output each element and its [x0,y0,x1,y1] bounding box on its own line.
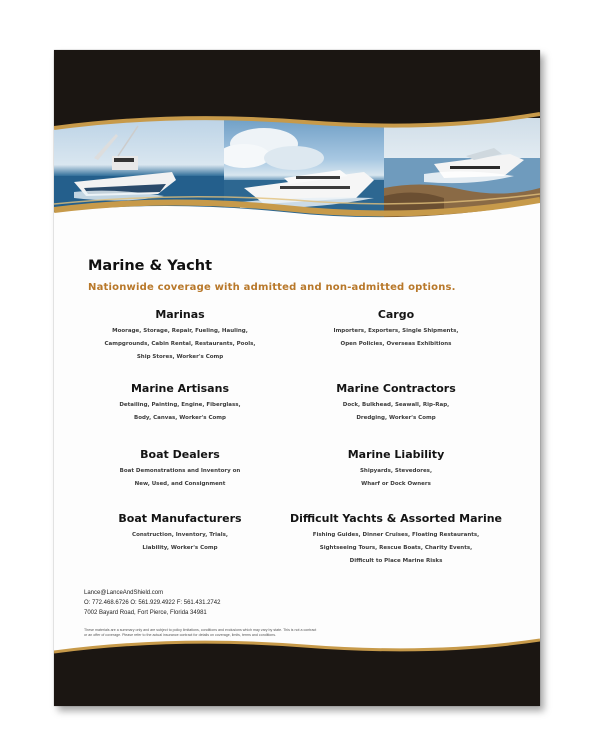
category-description [298,465,494,491]
header-wave-decoration [54,50,540,260]
category-line: Fishing Guides, Dinner Cruises, Floating Restaurants, [312,532,480,538]
category-line: Moorage, Storage, Repair, Fueling, Hauling, [112,328,248,334]
category-difficult-yachts [280,512,512,568]
category-heading: Marinas [155,308,205,321]
category-heading: Marine Artisans [130,382,229,395]
category-heading: Marine Liability [347,448,445,461]
category-cargo [298,308,494,351]
disclaimer-line: These materials are a summary only and are subject to policy limitations, conditions and exclusions which may vary by state. This is not a contract [84,628,317,632]
category-line: New, Used, and Consignment [134,481,226,487]
category-line: Wharf or Dock Owners [361,481,431,487]
category-line: Construction, Inventory, Trials, [132,532,228,538]
category-heading: Difficult Yachts & Assorted Marine [289,512,503,525]
category-line: Detailing, Painting, Engine, Fiberglass, [119,402,241,408]
category-marine-liability [298,448,494,491]
category-line: Campgrounds, Cabin Rental, Restaurants, Pools, [104,341,256,347]
category-heading: Marine Contractors [336,382,456,395]
category-description [82,465,278,491]
footer-banner [54,636,540,706]
category-marine-artisans [82,382,278,425]
category-line: Body, Canvas, Worker's Comp [134,415,226,421]
category-line: Boat Demonstrations and Inventory on [119,468,241,474]
category-description [298,399,494,425]
category-heading: Cargo [377,308,415,321]
contact-phones: O: 772.468.6726 O: 561.929.4922 F: 561.431.2742 [84,600,221,606]
category-line: Dock, Bulkhead, Seawall, Rip-Rap, [342,402,450,408]
category-marine-contractors [298,382,494,425]
flyer-page [54,50,540,706]
category-line: Open Policies, Overseas Exhibitions [340,341,452,347]
category-marinas [82,308,278,364]
category-line: Sightseeing Tours, Rescue Boats, Charity Events, [319,545,473,551]
category-line: Ship Stores, Worker's Comp [136,354,224,360]
category-boat-manufacturers [82,512,278,555]
category-line: Dredging, Worker's Comp [356,415,436,421]
category-description [82,325,278,364]
contact-email[interactable]: Lance@LanceAndShield.com [84,590,164,596]
contact-block [84,588,220,618]
category-boat-dealers [82,448,278,491]
category-heading: Boat Manufacturers [118,512,242,525]
category-line: Difficult to Place Marine Risks [349,558,443,564]
category-description [82,529,278,555]
category-description [298,325,494,351]
category-line: Liability, Worker's Comp [142,545,218,551]
disclaimer-line: or an offer of coverage. Please refer to the actual insurance contract for details on coverage, limits, terms and conditions. [84,633,277,637]
tagline: Nationwide coverage with admitted and non-admitted options. [88,282,456,293]
contact-address: 7002 Bayard Road, Fort Pierce, Florida 34981 [84,610,207,616]
page-title: Marine & Yacht [88,258,213,274]
category-line: Shipyards, Stevedores, [359,468,433,474]
header-banner [54,50,540,260]
category-line: Importers, Exporters, Single Shipments, [333,328,459,334]
category-description [280,529,512,568]
category-description [82,399,278,425]
category-heading: Boat Dealers [140,448,220,461]
